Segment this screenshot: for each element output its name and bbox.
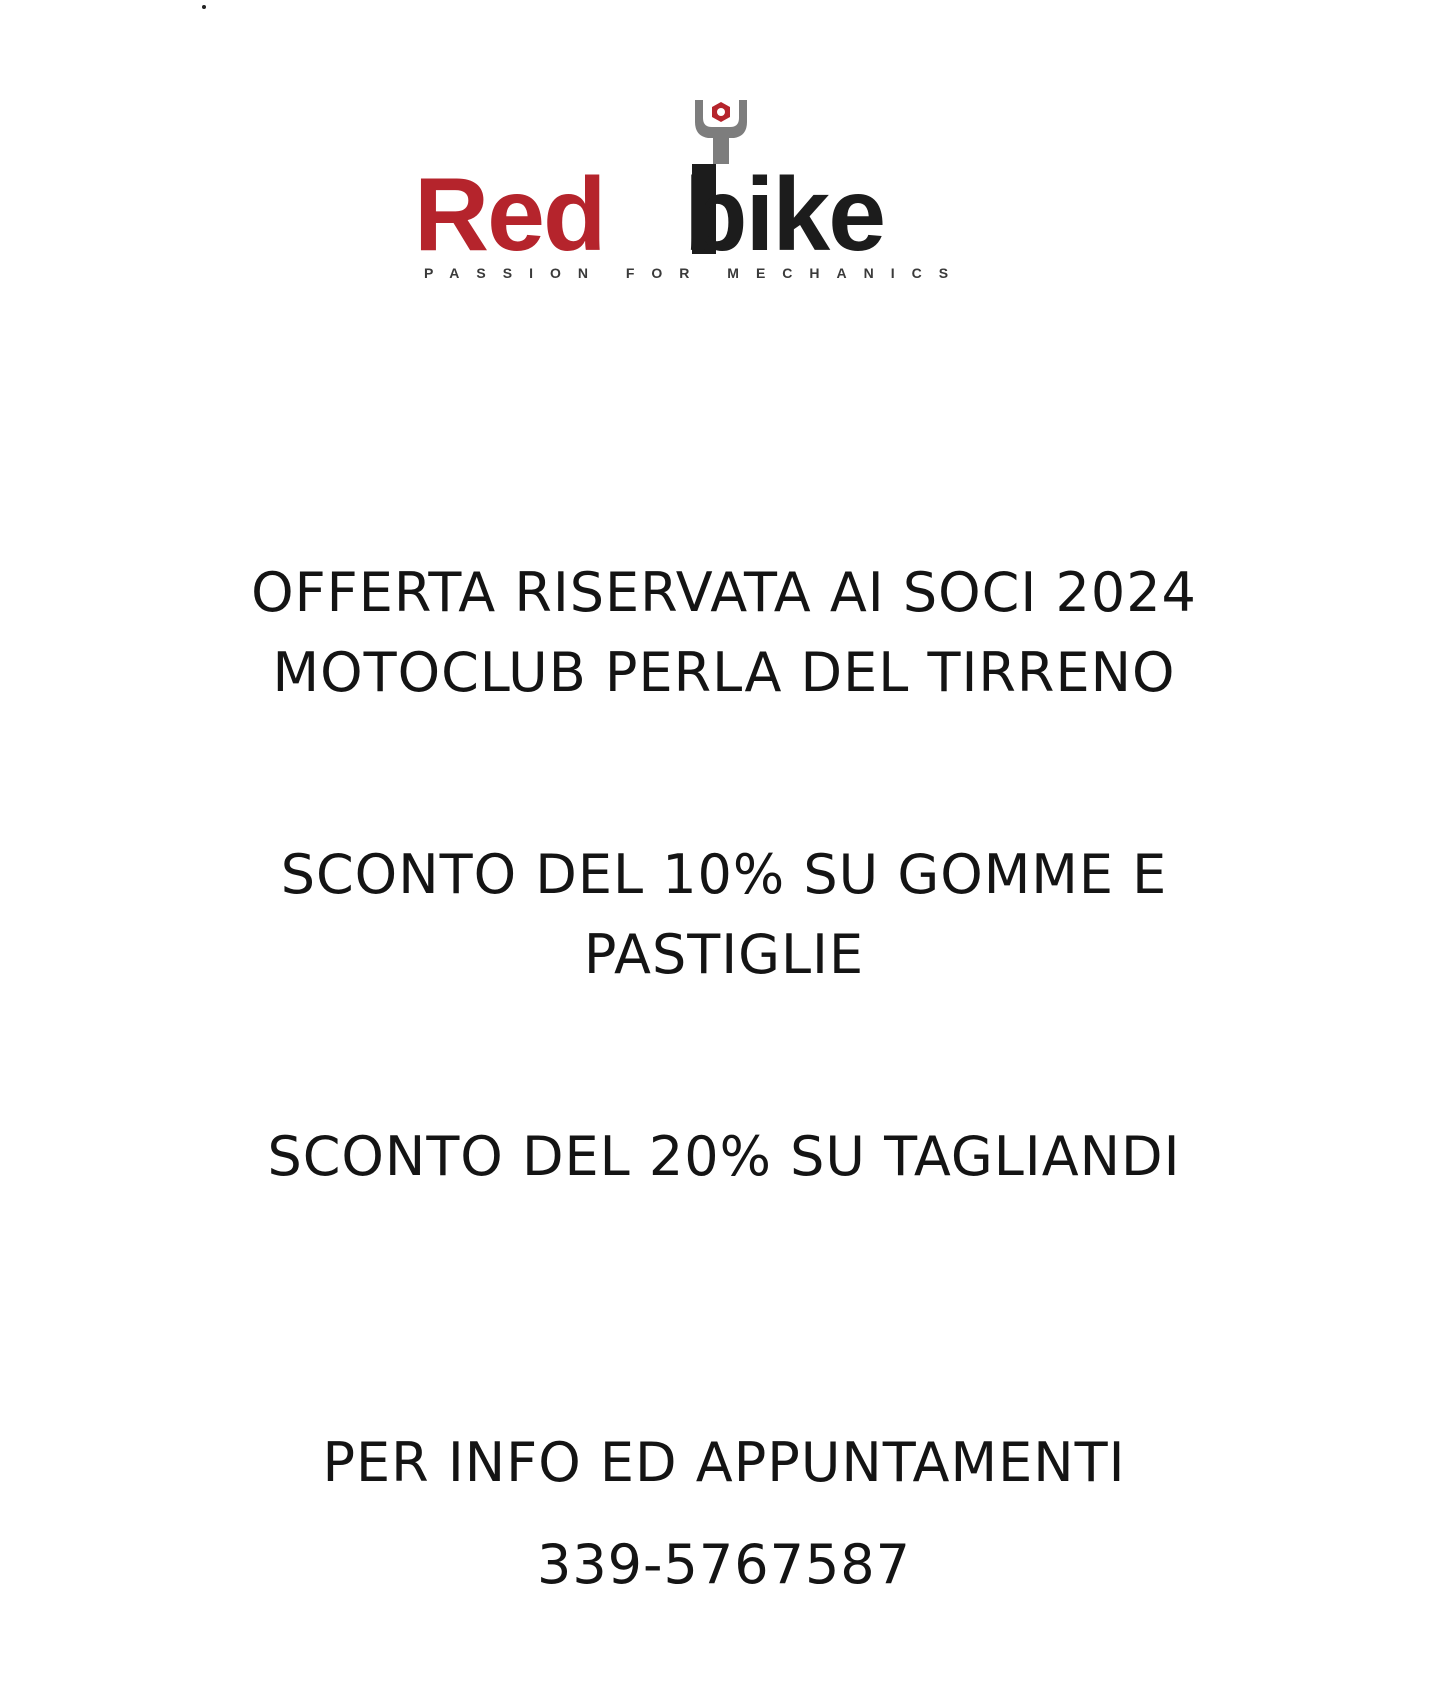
logo-tagline: PASSION FOR MECHANICS [424, 265, 966, 281]
logo-word-bike: bike [684, 157, 885, 273]
contact-phone: 339-5767587 [536, 1533, 912, 1596]
discount-tyres-pads-line-1: SCONTO DEL 10% SU GOMME E [280, 843, 1168, 906]
discount-tyres-pads-line-2: PASTIGLIE [583, 923, 865, 986]
discount-service: SCONTO DEL 20% SU TAGLIANDI [267, 1125, 1181, 1188]
offer-title-line-2: MOTOCLUB PERLA DEL TIRRENO [272, 641, 1176, 704]
wrench-nut-icon [695, 100, 747, 164]
redbike-logo [408, 94, 1018, 308]
logo-word-red: Red [414, 157, 605, 273]
contact-label: PER INFO ED APPUNTAMENTI [322, 1431, 1126, 1494]
stray-dot [202, 5, 206, 9]
offer-title-line-1: OFFERTA RISERVATA AI SOCI 2024 [251, 561, 1197, 624]
